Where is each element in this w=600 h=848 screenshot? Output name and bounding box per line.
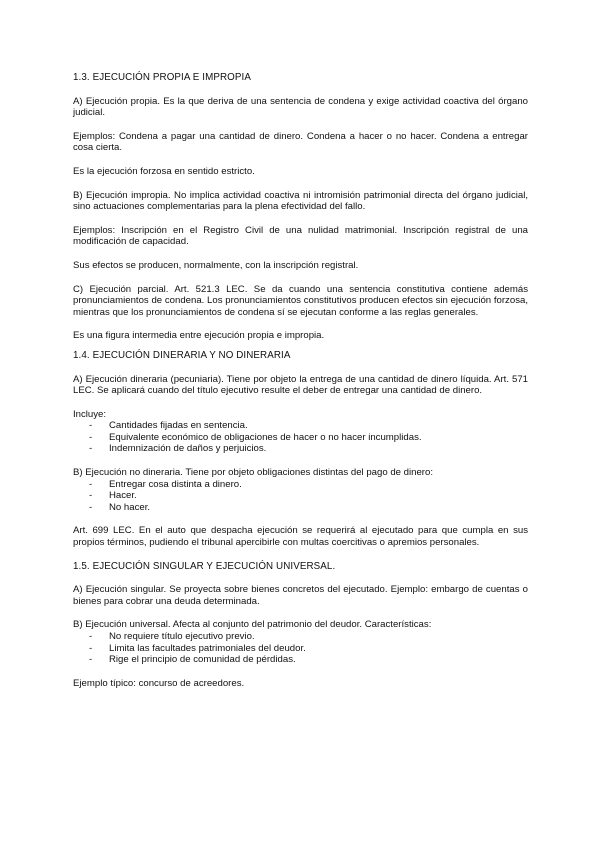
list-item: - Equivalente económico de obligaciones de hacer o no hacer incumplidas. [73, 432, 528, 444]
list-item: - Cantidades fijadas en sentencia. [73, 420, 528, 432]
list-item: - No requiere título ejecutivo previo. [73, 631, 528, 643]
paragraph: B) Ejecución impropia. No implica actividad coactiva ni intromisión patrimonial directa del órgano judicial, sino actuaciones complementarias para la plena efectividad del fallo. [73, 189, 528, 213]
paragraph: Es la ejecución forzosa en sentido estricto. [73, 165, 255, 177]
list-item: - No hacer. [73, 502, 528, 514]
list-item: - Indemnización de daños y perjuicios. [73, 443, 528, 455]
includes-list [73, 420, 528, 455]
paragraph: A) Ejecución dineraria (pecuniaria). Tiene por objeto la entrega de una cantidad de dinero líquida. Art. 571 LEC. Se aplicará cuando del título ejecutivo resulte el deber de entregar una cantidad de dinero. [73, 373, 528, 397]
paragraph: Ejemplos: Condena a pagar una cantidad de dinero. Condena a hacer o no hacer. Condena a entregar cosa cierta. [73, 130, 528, 154]
section-heading-1-3: 1.3. EJECUCIÓN PROPIA E IMPROPIA [73, 72, 251, 83]
non-money-list [73, 479, 528, 514]
paragraph: B) Ejecución no dineraria. Tiene por objeto obligaciones distintas del pago de dinero: [73, 467, 433, 479]
paragraph: A) Ejecución propia. Es la que deriva de una sentencia de condena y exige actividad coactiva del órgano judicial. [73, 95, 528, 119]
paragraph: Ejemplos: Inscripción en el Registro Civil de una nulidad matrimonial. Inscripción registral de una modificación de capacidad. [73, 224, 528, 248]
section-heading-1-5: 1.5. EJECUCIÓN SINGULAR Y EJECUCIÓN UNIVERSAL. [73, 560, 336, 572]
list-item: - Limita las facultades patrimoniales del deudor. [73, 643, 528, 655]
includes-label: Incluye: [73, 408, 107, 420]
paragraph: Art. 699 LEC. En el auto que despacha ejecución se requerirá al ejecutado para que cumpla en sus propios términos, pudiendo el tribunal apercibirle con multas coercitivas o apremios personales. [73, 525, 528, 549]
paragraph: B) Ejecución universal. Afecta al conjunto del patrimonio del deudor. Características: [73, 619, 432, 631]
paragraph: A) Ejecución singular. Se proyecta sobre bienes concretos del ejecutado. Ejemplo: embargo de cuentas o bienes para cobrar una deuda determinada. [73, 584, 528, 607]
list-item: - Hacer. [73, 490, 528, 502]
paragraph: Es una figura intermedia entre ejecución propia e impropia. [73, 330, 325, 342]
list-item: - Entregar cosa distinta a dinero. [73, 479, 528, 491]
paragraph: Sus efectos se producen, normalmente, con la inscripción registral. [73, 259, 359, 271]
list-item: - Rige el principio de comunidad de pérdidas. [73, 654, 528, 666]
paragraph: Ejemplo típico: concurso de acreedores. [73, 677, 245, 689]
traits-list [73, 631, 528, 666]
section-heading-1-4: 1.4. EJECUCIÓN DINERARIA Y NO DINERARIA [73, 349, 291, 361]
paragraph: C) Ejecución parcial. Art. 521.3 LEC. Se da cuando una sentencia constitutiva contiene además pronunciamientos de condena. Los pronunciamientos constitutivos producen efectos sin ejecución forzosa, mientras que los pronunciamientos de condena sí se ejecutan conforme a las reglas generales. [73, 283, 528, 318]
document-page [73, 72, 528, 701]
